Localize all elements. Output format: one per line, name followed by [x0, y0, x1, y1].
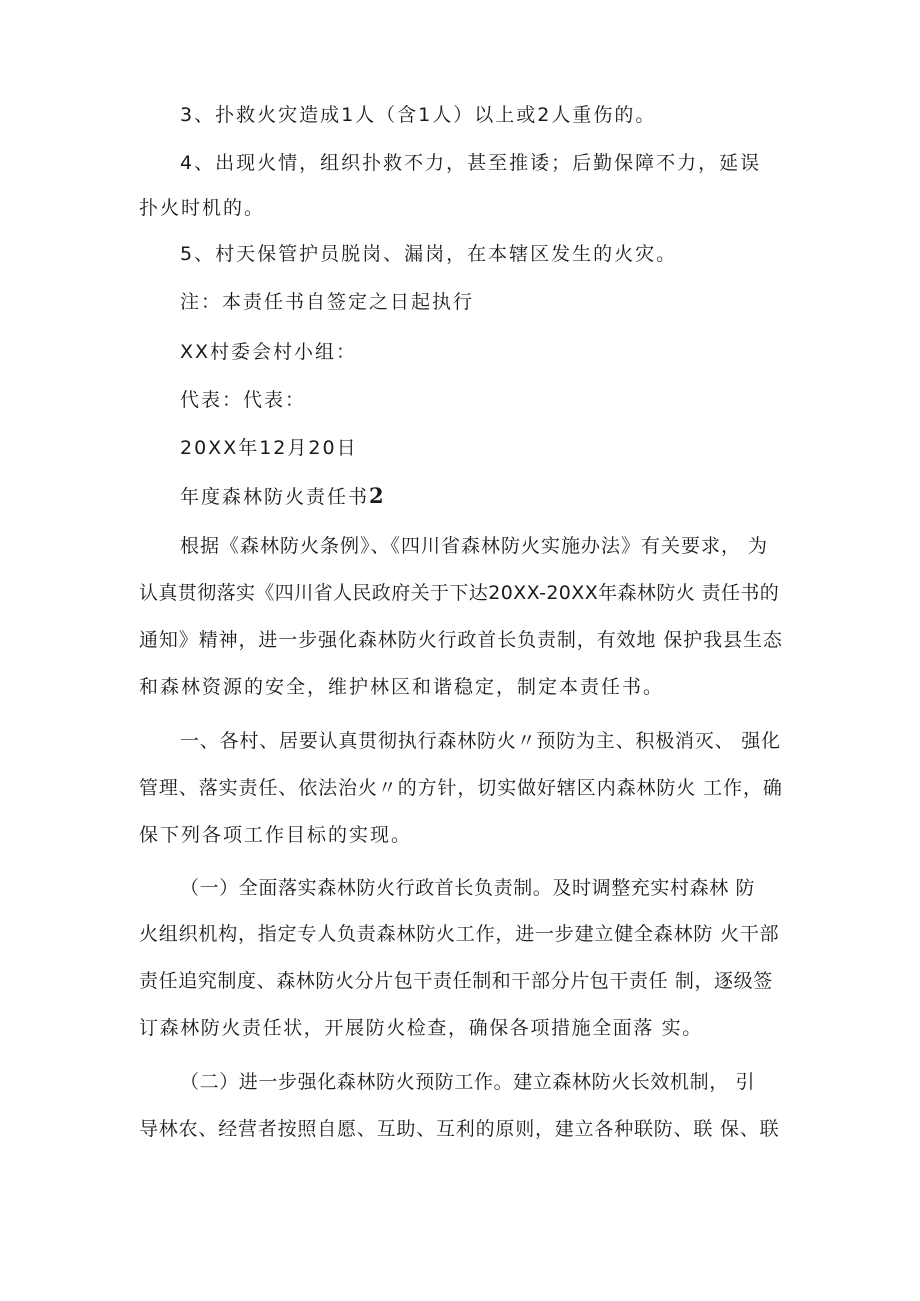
list-item-3: 3、扑救火灾造成1人（含1人）以上或2人重伤的。	[180, 104, 657, 126]
paragraph-2-line-2: 管理、落实责任、依法治火〃的方针，切实做好辖区内森林防火 工作，确	[139, 777, 783, 799]
section-title	[180, 484, 386, 509]
list-item-4-line-1: 4、出现火情，组织扑救不力，甚至推诿；后勤保障不力，延误	[180, 152, 762, 174]
paragraph-1-line-1: 根据《森林防火条例》、《四川省森林防火实施办法》有关要求， 为	[180, 535, 769, 557]
list-item-4-line-2: 扑火时机的。	[139, 197, 266, 219]
paragraph-3-line-4: 订森林防火责任状，开展防火检查，确保各项措施全面落 实。	[139, 1017, 703, 1039]
paragraph-3-line-3: 责任追究制度、森林防火分片包干责任制和干部分片包干责任 制，逐级签	[139, 970, 773, 992]
signature-date: 20XX年12月20日	[180, 437, 358, 459]
paragraph-1-line-2: 认真贯彻落实《四川省人民政府关于下达20XX-20XX年森林防火 责任书的	[139, 582, 780, 604]
paragraph-1-line-4: 和森林资源的安全，维护林区和谐稳定，制定本责任书。	[139, 676, 665, 698]
signature-representatives: 代表：代表：	[180, 389, 307, 411]
paragraph-3-line-2: 火组织机构，指定专人负责森林防火工作，进一步建立健全森林防 火干部	[139, 923, 780, 945]
note-text: 注：本责任书自签定之日起执行	[180, 291, 475, 313]
list-item-5: 5、村天保管护员脱岗、漏岗，在本辖区发生的火灾。	[180, 243, 678, 265]
section-title-text: 年度森林防火责任书	[180, 486, 370, 508]
paragraph-2-line-3: 保下列各项工作目标的实现。	[139, 824, 413, 846]
paragraph-1-line-3: 通知》精神，进一步强化森林防火行政首长负责制，有效地 保护我县生态	[139, 629, 783, 651]
section-title-number: 2	[369, 483, 386, 508]
signature-org: XX村委会村小组：	[180, 341, 358, 363]
paragraph-3-line-1: （一）全面落实森林防火行政首长负责制。及时调整充实村森林 防	[180, 877, 756, 899]
paragraph-4-line-2: 导林农、经营者按照自愿、互助、互利的原则，建立各种联防、联 保、联	[139, 1118, 780, 1140]
paragraph-4-line-1: （二）进一步强化森林防火预防工作。建立森林防火长效机制， 引	[180, 1071, 756, 1093]
paragraph-2-line-1: 一、各村、居要认真贯彻执行森林防火〃预防为主、积极消灭、 强化	[180, 730, 781, 752]
